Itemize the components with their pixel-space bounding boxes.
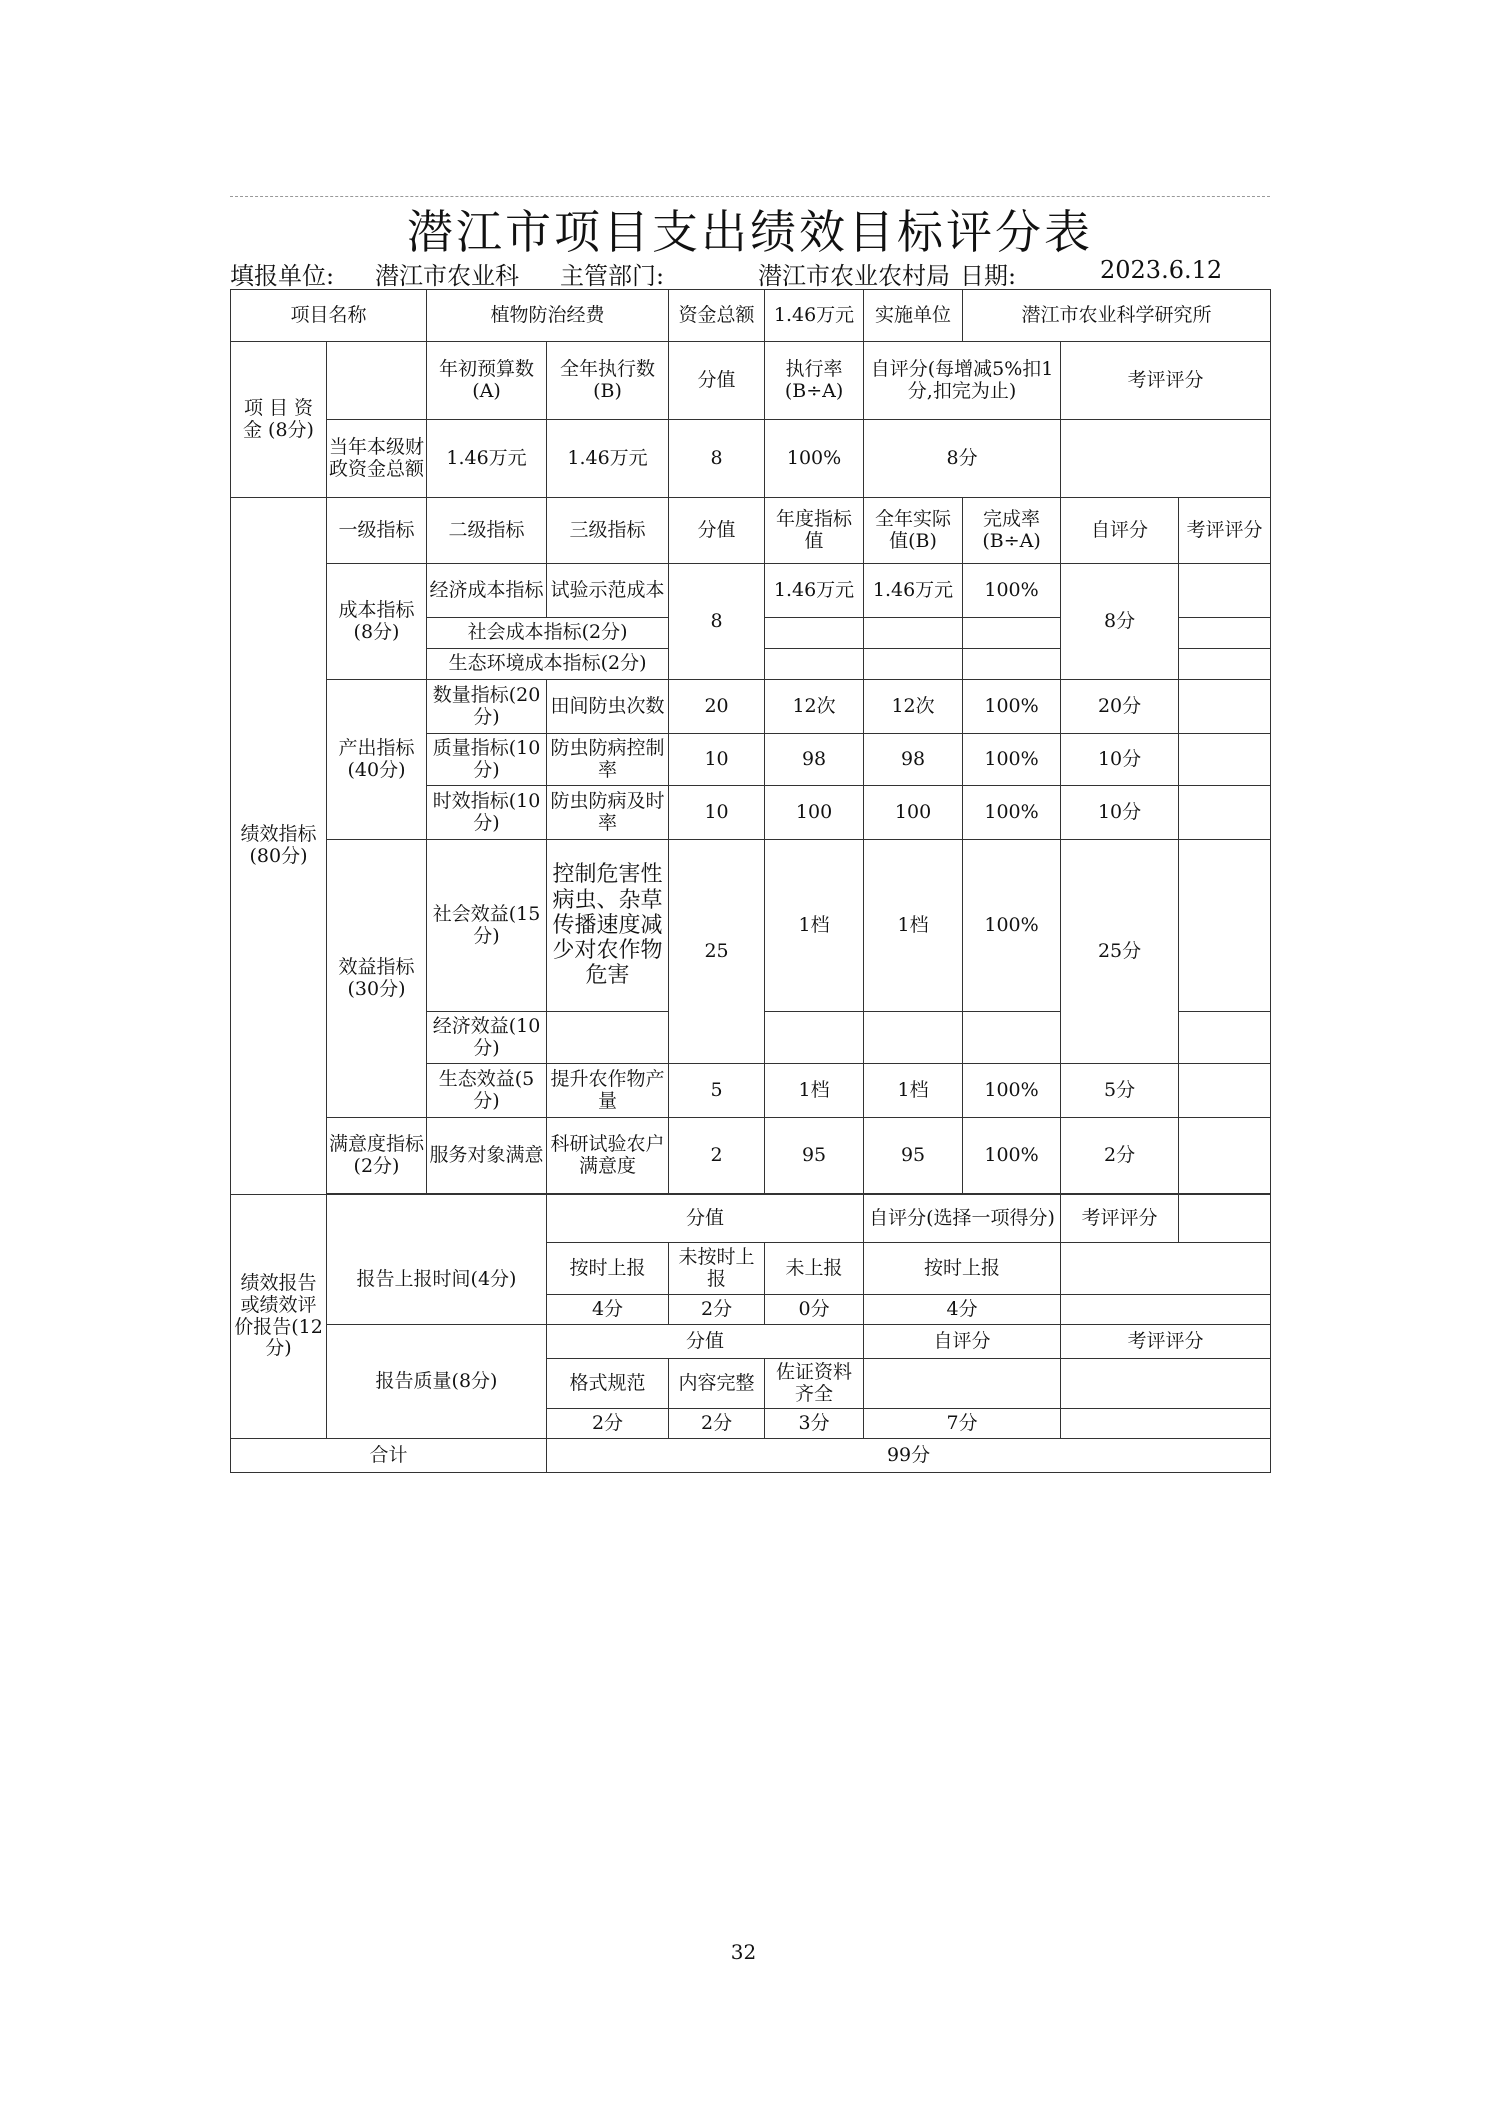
benefit-econ-actual [864, 1012, 963, 1064]
benefit-eco-l2: 生态效益(5分) [427, 1064, 547, 1118]
perf-h-actual: 全年实际值(B) [864, 498, 963, 564]
output-r2-l3: 防虫防病控制率 [547, 734, 669, 786]
perf-section-label: 绩效指标(80分) [231, 498, 327, 1195]
cost-target: 1.46万元 [765, 564, 864, 618]
report-q-review-blank [1061, 1359, 1271, 1409]
benefit-social-l3: 控制危害性病虫、杂草传播速度减少对农作物危害 [547, 840, 669, 1012]
output-r3-l2: 时效指标(10分) [427, 786, 547, 840]
satisfaction-row [231, 1118, 1271, 1194]
report-self-time-value: 按时上报 [864, 1243, 1061, 1295]
funds-data-row [231, 420, 1271, 498]
perf-h-review: 考评评分 [1179, 498, 1271, 564]
output-r1-target: 12次 [765, 680, 864, 734]
output-r2-actual: 98 [864, 734, 963, 786]
perf-h-self: 自评分 [1061, 498, 1179, 564]
funds-section-label: 项 目 资 金 (8分) [231, 342, 327, 498]
benefit-rate: 100% [963, 840, 1061, 1012]
funds-rate: 100% [765, 420, 864, 498]
satisfaction-review [1179, 1118, 1271, 1194]
benefit-eco-score: 5 [669, 1064, 765, 1118]
benefit-eco-self: 5分 [1061, 1064, 1179, 1118]
perf-h-score: 分值 [669, 498, 765, 564]
dept-label: 主管部门: [560, 262, 665, 290]
report-time-review-1 [1061, 1243, 1271, 1295]
output-r1-self: 20分 [1061, 680, 1179, 734]
output-r3-l3: 防虫防病及时率 [547, 786, 669, 840]
satisfaction-actual: 95 [864, 1118, 963, 1194]
funds-row-label: 当年本级财政资金总额 [327, 420, 427, 498]
report-time-header-row [231, 1195, 1271, 1243]
satisfaction-l3: 科研试验农户满意度 [547, 1118, 669, 1194]
funds-review [1061, 420, 1271, 498]
satisfaction-self: 2分 [1061, 1118, 1179, 1194]
page-number: 32 [730, 1940, 757, 1964]
benefit-review-2 [1179, 1012, 1271, 1064]
benefit-actual: 1档 [864, 840, 963, 1012]
perf-h-l3: 三级指标 [547, 498, 669, 564]
report-opt-ontime: 按时上报 [547, 1243, 669, 1295]
cost-r2-l2: 社会成本指标(2分) [427, 618, 669, 649]
total-row [231, 1439, 1271, 1473]
output-r2-self: 10分 [1061, 734, 1179, 786]
funds-self: 8分 [864, 420, 1061, 498]
cost-r3-actual [864, 649, 963, 680]
score-table [230, 289, 1271, 1473]
cost-score: 8 [669, 564, 765, 680]
form-header [230, 256, 1270, 288]
benefit-eco-l3: 提升农作物产量 [547, 1064, 669, 1118]
perf-h-l1: 一级指标 [327, 498, 427, 564]
output-r3-actual: 100 [864, 786, 963, 840]
output-r1-score: 20 [669, 680, 765, 734]
benefit-econ-rate [963, 1012, 1061, 1064]
output-r2-review [1179, 734, 1271, 786]
cost-r2-target [765, 618, 864, 649]
output-row-1 [231, 680, 1271, 734]
cost-review-1 [1179, 564, 1271, 618]
funds-score: 8 [669, 420, 765, 498]
unit-label: 填报单位: [230, 262, 335, 290]
satisfaction-l2: 服务对象满意 [427, 1118, 547, 1194]
cost-r3-l2: 生态环境成本指标(2分) [427, 649, 669, 680]
funds-exec: 1.46万元 [547, 420, 669, 498]
report-time-blank [1179, 1195, 1271, 1243]
report-opt-late: 未按时上报 [669, 1243, 765, 1295]
project-name-label: 项目名称 [231, 290, 427, 342]
cost-review-2 [1179, 618, 1271, 649]
report-q-self-pts: 7分 [864, 1409, 1061, 1439]
satisfaction-l1: 满意度指标(2分) [327, 1118, 427, 1194]
output-r3-rate: 100% [963, 786, 1061, 840]
funds-blank [327, 342, 427, 420]
cost-actual: 1.46万元 [864, 564, 963, 618]
output-r1-l2: 数量指标(20分) [427, 680, 547, 734]
dept-value: 潜江市农业农村局 [758, 262, 950, 290]
output-r3-score: 10 [669, 786, 765, 840]
report-q-content: 内容完整 [669, 1359, 765, 1409]
report-quality-h-review: 考评评分 [1061, 1325, 1271, 1359]
perf-h-target: 年度指标值 [765, 498, 864, 564]
report-quality-label: 报告质量(8分) [327, 1325, 547, 1439]
report-q-content-pts: 2分 [669, 1409, 765, 1439]
report-section-label: 绩效报告或绩效评价报告(12分) [231, 1195, 327, 1439]
benefit-target: 1档 [765, 840, 864, 1012]
cost-l1: 成本指标(8分) [327, 564, 427, 680]
funds-h-review: 考评评分 [1061, 342, 1271, 420]
unit-value: 潜江市农业科 [375, 262, 519, 290]
benefit-review-1 [1179, 840, 1271, 1012]
report-opt-none: 未上报 [765, 1243, 864, 1295]
satisfaction-score: 2 [669, 1118, 765, 1194]
output-r1-rate: 100% [963, 680, 1061, 734]
benefit-eco-actual: 1档 [864, 1064, 963, 1118]
benefit-l1: 效益指标(30分) [327, 840, 427, 1118]
report-q-evidence-pts: 3分 [765, 1409, 864, 1439]
benefit-econ-l3 [547, 1012, 669, 1064]
output-r2-l2: 质量指标(10分) [427, 734, 547, 786]
benefit-score: 25 [669, 840, 765, 1064]
benefit-self: 25分 [1061, 840, 1179, 1064]
cost-row-1 [231, 564, 1271, 618]
report-self-time-pts: 4分 [864, 1295, 1061, 1325]
report-time-h-score: 分值 [547, 1195, 864, 1243]
funds-h-score: 分值 [669, 342, 765, 420]
report-q-review-pts [1061, 1409, 1271, 1439]
perf-header-row [231, 498, 1271, 564]
report-time-label: 报告上报时间(4分) [327, 1195, 547, 1325]
impl-unit-value: 潜江市农业科学研究所 [963, 290, 1271, 342]
cost-r3-rate [963, 649, 1061, 680]
report-time-h-review: 考评评分 [1061, 1195, 1179, 1243]
project-name-value: 植物防治经费 [427, 290, 669, 342]
output-r2-target: 98 [765, 734, 864, 786]
perf-h-l2: 二级指标 [427, 498, 547, 564]
output-r1-l3: 田间防虫次数 [547, 680, 669, 734]
cost-r2-actual [864, 618, 963, 649]
output-r2-score: 10 [669, 734, 765, 786]
total-label: 合计 [231, 1439, 547, 1473]
funds-budget: 1.46万元 [427, 420, 547, 498]
report-quality-h-self: 自评分 [864, 1325, 1061, 1359]
output-r1-review [1179, 680, 1271, 734]
report-quality-header-row [231, 1325, 1271, 1359]
funds-h-exec: 全年执行数(B) [547, 342, 669, 420]
satisfaction-rate: 100% [963, 1118, 1061, 1194]
cost-rate: 100% [963, 564, 1061, 618]
funds-h-self: 自评分(每增减5%扣1分,扣完为止) [864, 342, 1061, 420]
report-pts-ontime: 4分 [547, 1295, 669, 1325]
output-r1-actual: 12次 [864, 680, 963, 734]
cost-r3-target [765, 649, 864, 680]
output-r3-self: 10分 [1061, 786, 1179, 840]
benefit-econ-l2: 经济效益(10分) [427, 1012, 547, 1064]
benefit-social-l2: 社会效益(15分) [427, 840, 547, 1012]
benefit-eco-rate: 100% [963, 1064, 1061, 1118]
funds-h-rate: 执行率(B÷A) [765, 342, 864, 420]
cost-r1-l2: 经济成本指标 [427, 564, 547, 618]
benefit-eco-target: 1档 [765, 1064, 864, 1118]
report-q-format: 格式规范 [547, 1359, 669, 1409]
cost-r1-l3: 试验示范成本 [547, 564, 669, 618]
output-l1: 产出指标(40分) [327, 680, 427, 840]
cost-self: 8分 [1061, 564, 1179, 680]
perf-h-rate: 完成率(B÷A) [963, 498, 1061, 564]
report-quality-h-score: 分值 [547, 1325, 864, 1359]
benefit-row-social [231, 840, 1271, 1012]
cost-r2-rate [963, 618, 1061, 649]
page-title: 潜江市项目支出绩效目标评分表 [407, 205, 1093, 259]
fund-total-label: 资金总额 [669, 290, 765, 342]
report-time-h-self: 自评分(选择一项得分) [864, 1195, 1061, 1243]
report-q-format-pts: 2分 [547, 1409, 669, 1439]
funds-h-budget: 年初预算数(A) [427, 342, 547, 420]
benefit-econ-target [765, 1012, 864, 1064]
output-r2-rate: 100% [963, 734, 1061, 786]
output-r3-review [1179, 786, 1271, 840]
output-r3-target: 100 [765, 786, 864, 840]
satisfaction-target: 95 [765, 1118, 864, 1194]
fund-total-value: 1.46万元 [765, 290, 864, 342]
total-value: 99分 [547, 1439, 1271, 1473]
report-q-self-blank [864, 1359, 1061, 1409]
report-pts-none: 0分 [765, 1295, 864, 1325]
date-value: 2023.6.12 [1100, 256, 1223, 284]
date-label: 日期: [960, 262, 1017, 290]
report-time-review-2 [1061, 1295, 1271, 1325]
report-q-evidence: 佐证资料齐全 [765, 1359, 864, 1409]
funds-header-row [231, 342, 1271, 420]
project-row [231, 290, 1271, 342]
benefit-review-3 [1179, 1064, 1271, 1118]
cost-review-3 [1179, 649, 1271, 680]
report-pts-late: 2分 [669, 1295, 765, 1325]
impl-unit-label: 实施单位 [864, 290, 963, 342]
